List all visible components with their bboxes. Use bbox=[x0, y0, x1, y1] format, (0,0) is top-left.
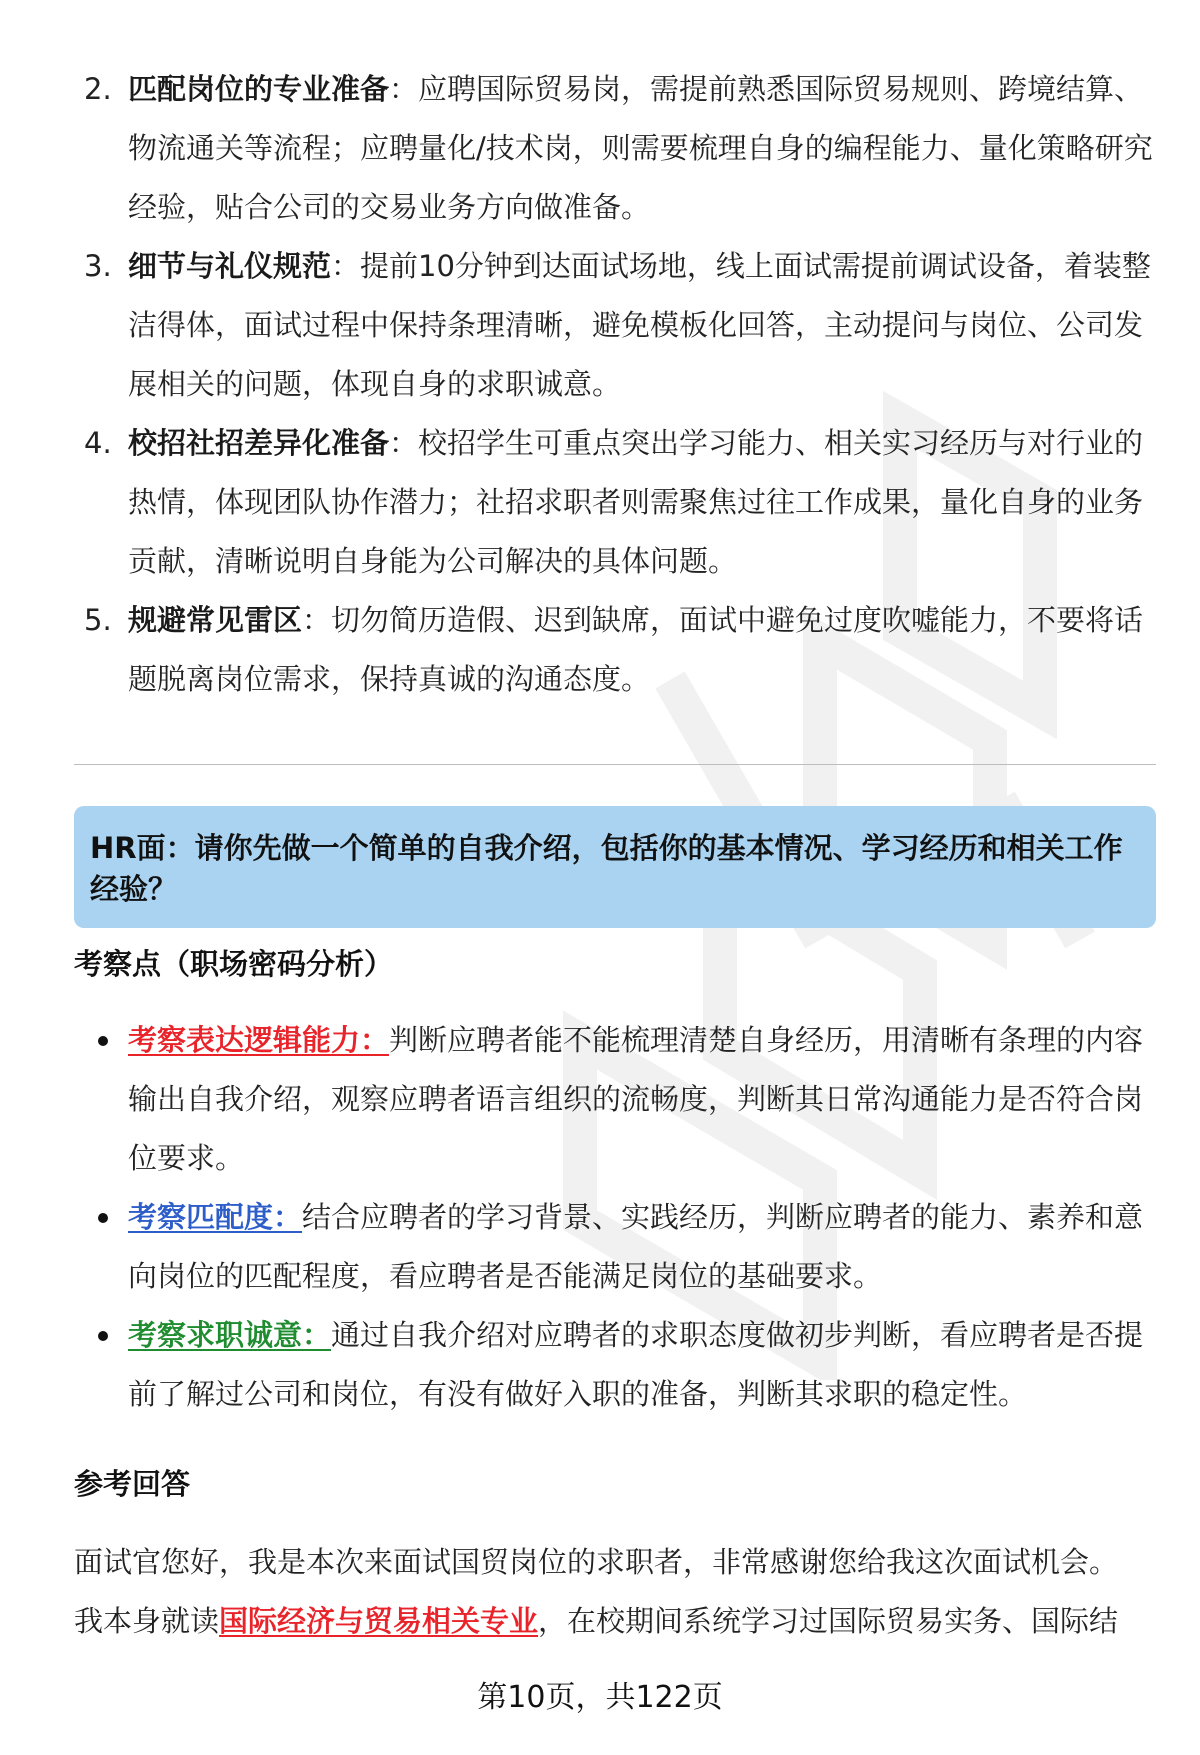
tip-item bbox=[84, 237, 1159, 414]
tip-item bbox=[84, 60, 1159, 237]
point-item bbox=[84, 1306, 1159, 1424]
answer-line-post: ，在校期间系统学习过国际贸易实务、国际结 bbox=[538, 1604, 1119, 1638]
answer-highlight: 国际经济与贸易相关专业 bbox=[219, 1604, 539, 1638]
tip-lead: 规避常见雷区 bbox=[128, 603, 303, 637]
question-box bbox=[74, 806, 1156, 928]
point-label: 考察表达逻辑能力： bbox=[128, 1023, 390, 1057]
assessment-points bbox=[84, 1011, 1159, 1424]
bullet-icon bbox=[98, 1331, 108, 1341]
answer-title: 参考回答 bbox=[74, 1467, 191, 1501]
tip-item bbox=[84, 414, 1159, 591]
tip-item bbox=[84, 591, 1159, 709]
tip-number: 2. bbox=[84, 72, 112, 106]
point-text: 结合应聘者的学习背景、实践经历，判断应聘者的能力、素养和意向岗位的匹配程度，看应聘者是否能满足岗位的基础要求。 bbox=[128, 1200, 1144, 1293]
answer-line: 面试官您好，我是本次来面试国贸岗位的求职者，非常感谢您给我这次面试机会。 bbox=[74, 1545, 1119, 1579]
bullet-icon bbox=[98, 1213, 108, 1223]
tip-lead: 校招社招差异化准备 bbox=[128, 426, 390, 460]
point-label: 考察匹配度： bbox=[128, 1200, 303, 1234]
tip-number: 5. bbox=[84, 603, 112, 637]
point-text: 判断应聘者能不能梳理清楚自身经历，用清晰有条理的内容输出自我介绍，观察应聘者语言组织的流畅度，判断其日常沟通能力是否符合岗位要求。 bbox=[128, 1023, 1144, 1175]
tip-number: 3. bbox=[84, 249, 112, 283]
section-divider bbox=[74, 764, 1156, 765]
tip-lead: 细节与礼仪规范 bbox=[128, 249, 332, 283]
tip-text: ：提前10分钟到达面试场地，线上面试需提前调试设备，着装整洁得体，面试过程中保持条理清晰，避免模板化回答，主动提问与岗位、公司发展相关的问题，体现自身的求职诚意。 bbox=[128, 249, 1151, 401]
point-item bbox=[84, 1188, 1159, 1306]
reference-answer bbox=[74, 1533, 1164, 1651]
bullet-icon bbox=[98, 1036, 108, 1046]
tip-text: ：应聘国际贸易岗，需提前熟悉国际贸易规则、跨境结算、物流通关等流程；应聘量化/技术岗，则需要梳理自身的编程能力、量化策略研究经验，贴合公司的交易业务方向做准备。 bbox=[128, 72, 1153, 224]
point-label: 考察求职诚意： bbox=[128, 1318, 332, 1352]
page-number: 第10页，共122页 bbox=[477, 1680, 723, 1715]
tip-lead: 匹配岗位的专业准备 bbox=[128, 72, 390, 106]
tips-list bbox=[84, 60, 1159, 709]
assess-title: 考察点（职场密码分析） bbox=[74, 947, 394, 981]
tip-text: ：校招学生可重点突出学习能力、相关实习经历与对行业的热情，体现团队协作潜力；社招求职者则需聚焦过往工作成果，量化自身的业务贡献，清晰说明自身能为公司解决的具体问题。 bbox=[128, 426, 1144, 578]
answer-line-pre: 我本身就读 bbox=[74, 1604, 220, 1638]
question-text: HR面：请你先做一个简单的自我介绍，包括你的基本情况、学习经历和相关工作经验？ bbox=[90, 831, 1123, 906]
point-text: 通过自我介绍对应聘者的求职态度做初步判断，看应聘者是否提前了解过公司和岗位，有没有做好入职的准备，判断其求职的稳定性。 bbox=[128, 1318, 1144, 1411]
point-item bbox=[84, 1011, 1159, 1188]
tip-number: 4. bbox=[84, 426, 112, 460]
tip-text: ：切勿简历造假、迟到缺席，面试中避免过度吹嘘能力，不要将话题脱离岗位需求，保持真诚的沟通态度。 bbox=[128, 603, 1144, 696]
